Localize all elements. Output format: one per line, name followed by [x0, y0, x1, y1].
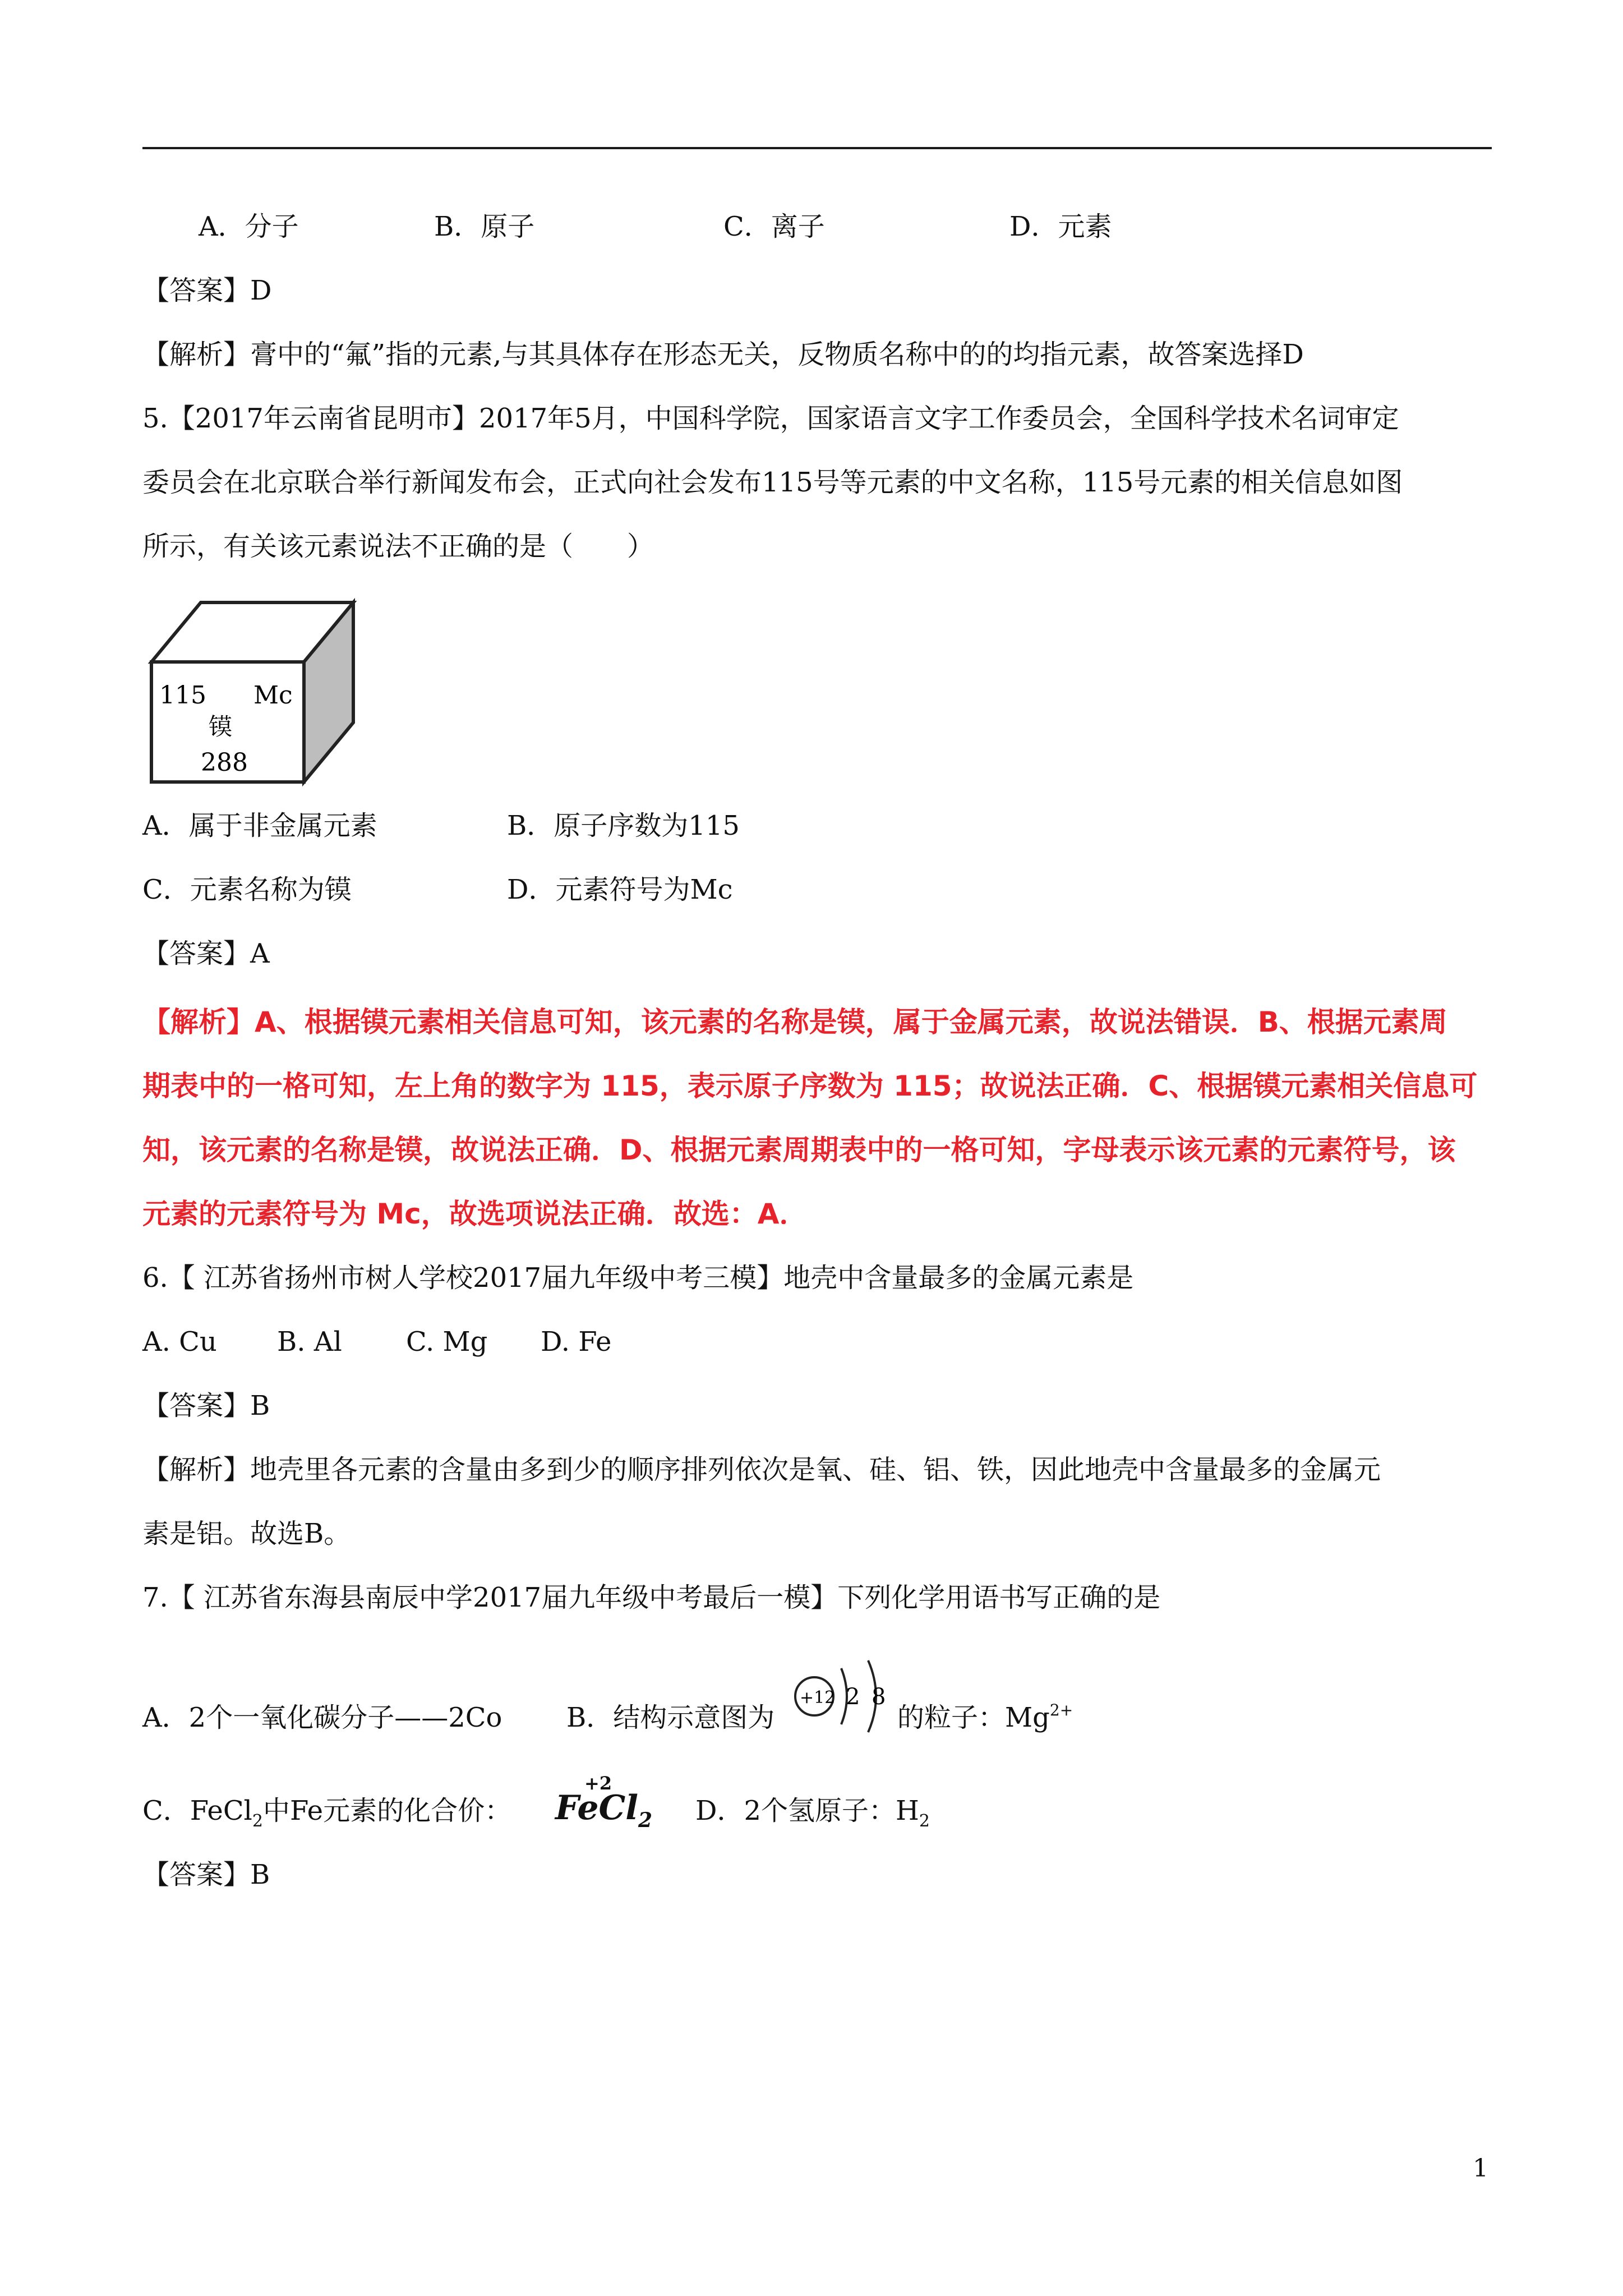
q6-analysis-line1: 【解析】地壳里各元素的含量由多到少的顺序排列依次是氧、硅、铝、铁，因此地壳中含量最多的金属元 [142, 1454, 1381, 1485]
q6-analysis-line2: 素是铝。故选B。 [142, 1518, 351, 1549]
q4-option-c: C．离子 [723, 211, 825, 242]
q5-stem-line3: 所示，有关该元素说法不正确的是（ ） [142, 531, 654, 562]
q4-option-b: B．原子 [434, 211, 535, 242]
q5-analysis-line4: 元素的元素符号为 Mc，故选项说法正确．故选：A． [142, 1198, 808, 1230]
fecl2-charge: +2 [584, 1773, 612, 1794]
q5-stem-line1: 5.【2017年云南省昆明市】2017年5月，中国科学院，国家语言文字工作委员会，全国科学技术名词审定 [142, 403, 1399, 434]
q5-stem-line2: 委员会在北京联合举行新闻发布会，正式向社会发布115号等元素的中文名称，115号元素的相关信息如图 [142, 467, 1403, 498]
q5-option-b: B．原子序数为115 [507, 810, 740, 841]
element-tile-figure [142, 591, 362, 788]
q7-option-c-sub: 2 [252, 1811, 263, 1831]
tile-symbol: Mc [253, 681, 293, 710]
q4-option-d: D．元素 [1009, 211, 1112, 242]
q7-option-a: A．2个一氧化碳分子——2Co [142, 1702, 502, 1733]
q7-option-d-label: D．2个氢原子：H [695, 1795, 919, 1826]
q7-option-c-mid: 中Fe元素的化合价： [263, 1795, 512, 1826]
q5-answer: 【答案】A [142, 938, 270, 969]
tile-name: 镆 [209, 713, 233, 740]
q5-option-c: C．元素名称为镆 [142, 874, 352, 905]
q4-analysis: 【解析】膏中的“氟”指的元素,与其具体存在形态无关，反物质名称中的的均指元素，故答案选择D [142, 339, 1304, 370]
q7-option-d [695, 1793, 930, 1833]
q5-analysis-line1: 【解析】A、根据镆元素相关信息可知，该元素的名称是镆，属于金属元素，故说法错误．B、根据元素周 [142, 1006, 1447, 1038]
q4-answer: 【答案】D [142, 275, 272, 306]
tile-number: 115 [159, 681, 206, 710]
atom-structure-diagram [790, 1651, 891, 1741]
q5-option-d: D．元素符号为Mc [507, 874, 733, 905]
fecl2-valence-formula [555, 1773, 653, 1840]
q6-option-a: A. Cu [142, 1326, 217, 1358]
header-rule [142, 147, 1492, 149]
tile-mass: 288 [201, 748, 248, 777]
q7-option-b-prefix: B．结构示意图为 [566, 1702, 775, 1733]
q7-option-b-suffix [897, 1700, 1073, 1740]
q7-option-c-prefix: C．FeCl [142, 1795, 252, 1826]
q7-option-b-charge: 2+ [1049, 1701, 1073, 1719]
fecl2-formula: FeCl [555, 1788, 639, 1828]
q7-answer: 【答案】B [142, 1859, 270, 1890]
atom-shell-1: 2 [846, 1684, 860, 1710]
atom-shell-2: 8 [872, 1684, 886, 1710]
atom-nucleus: +12 [800, 1688, 836, 1708]
q4-option-a: A．分子 [199, 211, 299, 242]
q7-option-d-sub: 2 [919, 1811, 930, 1831]
q5-analysis-line3: 知，该元素的名称是镆，故说法正确．D、根据元素周期表中的一格可知，字母表示该元素的元素符号，该 [142, 1134, 1456, 1166]
q5-option-a: A．属于非金属元素 [142, 810, 377, 841]
q6-option-b: B. Al [277, 1326, 342, 1358]
q7-option-c [142, 1793, 511, 1833]
page-number: 1 [1473, 2154, 1488, 2183]
q7-stem: 7.【 江苏省东海县南辰中学2017届九年级中考最后一模】下列化学用语书写正确的是 [142, 1582, 1161, 1613]
q7-option-b-label: 的粒子：Mg [897, 1702, 1050, 1733]
q6-option-d: D. Fe [541, 1326, 612, 1358]
q6-option-c: C. Mg [406, 1326, 488, 1358]
fecl2-sub: 2 [638, 1809, 653, 1832]
q6-answer: 【答案】B [142, 1390, 270, 1421]
q6-stem: 6.【 江苏省扬州市树人学校2017届九年级中考三模】地壳中含量最多的金属元素是 [142, 1262, 1134, 1294]
q5-analysis-line2: 期表中的一格可知，左上角的数字为 115，表示原子序数为 115；故说法正确．C、根据镆元素相关信息可 [142, 1070, 1478, 1102]
